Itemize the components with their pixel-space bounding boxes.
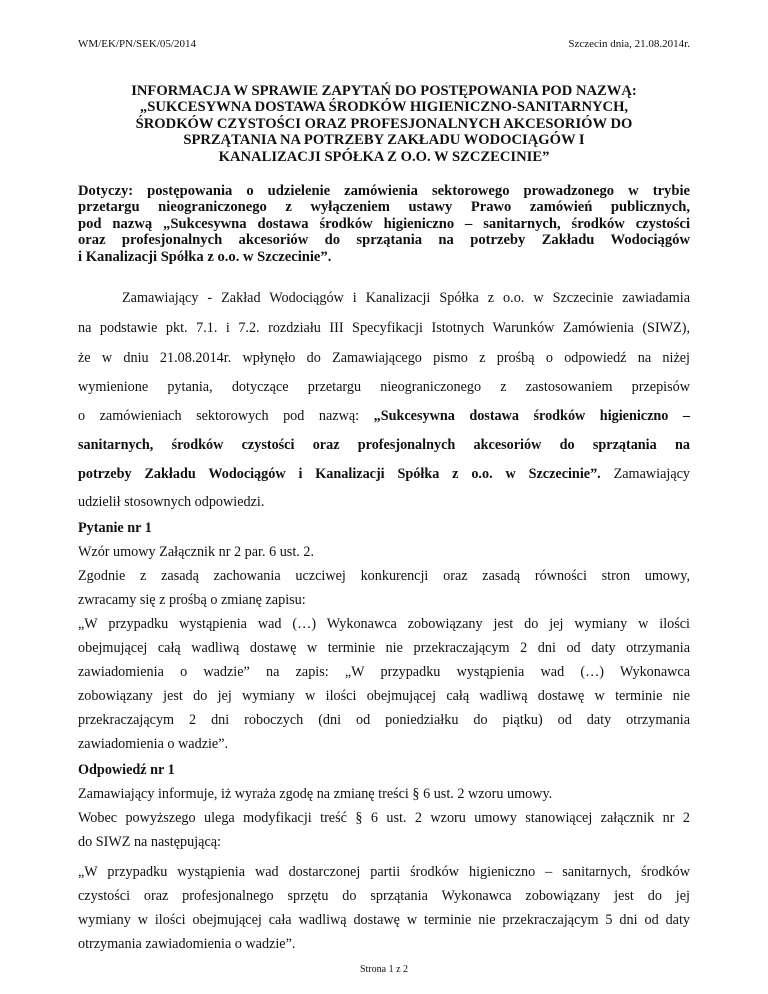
intro-line: na podstawie pkt. 7.1. i 7.2. rozdziału III Specyfikacji Istotnych Warunków Zamówienia (SIWZ), <box>78 320 690 336</box>
subject-line: Dotyczy: postępowania o udzielenie zamówienia sektorowego prowadzonego w trybie <box>78 183 690 199</box>
answer-quote-line: czystości oraz profesjonalnego sprzętu do sprzątania Wykonawca zobowiązany jest do jej <box>78 888 690 904</box>
tender-name: potrzeby Zakładu Wodociągów i Kanalizacji Spółka z o.o. w Szczecinie”. <box>78 466 601 482</box>
page-number: Strona 1 z 2 <box>359 964 409 975</box>
page-header <box>78 38 690 50</box>
subject-line: oraz profesjonalnych akcesoriów do sprzątania na potrzeby Zakładu Wodociągów <box>78 232 690 249</box>
tender-name: sanitarnych, środków czystości oraz profesjonalnych akcesoriów do sprzątania na <box>78 437 690 453</box>
question-line: zawiadomienia o wadzie” na zapis: „W przypadku wystąpienia wad (…) Wykonawca <box>78 664 690 680</box>
question-line: Wzór umowy Załącznik nr 2 par. 6 ust. 2. <box>78 544 314 560</box>
question-line: zawiadomienia o wadzie”. <box>78 736 229 752</box>
answer-line: Wobec powyższego ulega modyfikacji treść § 6 ust. 2 wzoru umowy stanowiącej załącznik nr 2 <box>78 810 690 826</box>
intro-line: udzielił stosownych odpowiedzi. <box>78 494 265 510</box>
question-line: Zgodnie z zasadą zachowania uczciwej konkurencji oraz zasadą równości stron umowy, <box>78 568 690 584</box>
question-line: zwracamy się z prośbą o zmianę zapisu: <box>78 592 306 608</box>
subject-line: i Kanalizacji Spółka z o.o. w Szczecinie”. <box>78 248 332 265</box>
intro-text: Zamawiający <box>600 466 691 482</box>
answer-line: Zamawiający informuje, iż wyraża zgodę na zmianę treści § 6 ust. 2 wzoru umowy. <box>78 786 553 802</box>
subject-paragraph <box>78 183 690 265</box>
title-line: KANALIZACJI SPÓŁKA Z O.O. W SZCZECINIE” <box>218 148 550 165</box>
question-heading: Pytanie nr 1 <box>78 520 152 536</box>
subject-line: pod nazwą „Sukcesywna dostawa środków higieniczno – sanitarnych, środków czystości <box>78 215 690 232</box>
intro-line <box>78 466 690 483</box>
title-line: SPRZĄTANIA NA POTRZEBY ZAKŁADU WODOCIĄGÓW I <box>183 132 585 149</box>
document-reference: WM/EK/PN/SEK/05/2014 <box>78 38 196 50</box>
question-line: zobowiązany jest do jej wymiany w ilości obejmującej całą wadliwą dostawę w terminie nie <box>78 688 690 704</box>
intro-text: o zamówieniach sektorowych pod nazwą: <box>78 408 374 424</box>
tender-name: „Sukcesywna dostawa środków higieniczno – <box>373 408 690 424</box>
answer-heading: Odpowiedź nr 1 <box>78 762 175 778</box>
document-title <box>78 83 690 165</box>
answer-line: do SIWZ na następującą: <box>78 834 222 850</box>
intro-line: wymienione pytania, dotyczące przetargu nieograniczonego z zastosowaniem przepisów <box>78 379 690 395</box>
subject-line: przetargu nieograniczonego z wyłączeniem ustawy Prawo zamówień publicznych, <box>78 199 690 216</box>
title-line: INFORMACJA W SPRAWIE ZAPYTAŃ DO POSTĘPOWANIA POD NAZWĄ: <box>131 83 637 99</box>
title-line: ŚRODKÓW CZYSTOŚCI ORAZ PROFESJONALNYCH AKCESORIÓW DO <box>135 115 633 132</box>
intro-line: że w dniu 21.08.2014r. wpłynęło do Zamawiającego pismo z prośbą o odpowiedź na niżej <box>78 350 690 366</box>
answer-quote-line: „W przypadku wystąpienia wad dostarczonej partii środków higieniczno – sanitarnych, środków <box>78 864 690 880</box>
intro-line <box>78 408 690 425</box>
title-line: „SUKCESYWNA DOSTAWA ŚRODKÓW HIGIENICZNO-SANITARNYCH, <box>139 99 629 116</box>
answer-quote-line: otrzymania zawiadomienia o wadzie”. <box>78 936 296 952</box>
question-line: obejmującej całą wadliwą dostawę w terminie nie przekraczającym 2 dni od daty otrzymania <box>78 640 690 656</box>
question-line: przekraczającym 2 dni roboczych (dni od poniedziałku do piątku) od daty otrzymania <box>78 712 690 728</box>
intro-line: Zamawiający - Zakład Wodociągów i Kanalizacji Spółka z o.o. w Szczecinie zawiadamia <box>122 290 690 306</box>
place-date: Szczecin dnia, 21.08.2014r. <box>568 38 690 50</box>
answer-quote-line: wymiany w ilości obejmującej cała wadliwą dostawę w terminie nie przekraczającym 5 dni od daty <box>78 912 690 928</box>
question-line: „W przypadku wystąpienia wad (…) Wykonawca zobowiązany jest do jej wymiany w ilości <box>78 616 690 632</box>
